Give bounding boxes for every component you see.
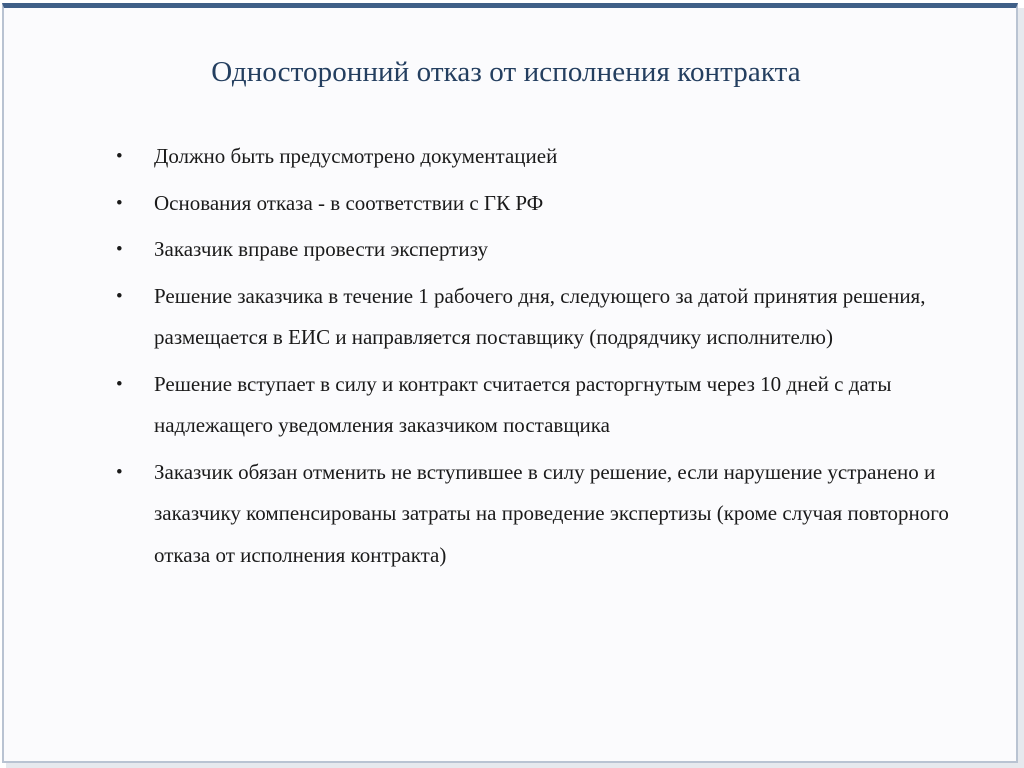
bullet-item [116, 136, 976, 178]
bullet-marker: • [116, 192, 123, 214]
bullet-text: Основания отказа - в соответствии с ГК РФ [154, 190, 544, 215]
bullet-marker: • [116, 239, 123, 260]
bullet-marker: • [116, 373, 123, 395]
bullet-item [116, 183, 976, 225]
bullet-list [116, 136, 976, 581]
bullet-item [116, 364, 976, 447]
bullet-item [116, 276, 976, 359]
bullet-text: Заказчик обязан отменить не вступившее в силу решение, если нарушение устранено и заказчику компенсированы затраты на проведение экспертизы (кроме случая повторного отказа от исполнения контракта) [154, 459, 949, 567]
bullet-text: Решение заказчика в течение 1 рабочего дня, следующего за датой принятия решения, размещается в ЕИС и направляется поставщику (подрядчику исполнителю) [154, 283, 926, 349]
bullet-text: Должно быть предусмотрено документацией [154, 144, 558, 168]
slide-frame [2, 3, 1018, 763]
bullet-text: Решение вступает в силу и контракт считается расторгнутым через 10 дней с даты надлежащего уведомления заказчиком поставщика [154, 371, 892, 437]
bullet-marker: • [116, 285, 123, 307]
slide-title: Односторонний отказ от исполнения контракта [211, 56, 801, 88]
bullet-text: Заказчик вправе провести экспертизу [154, 237, 488, 261]
bullet-marker: • [116, 461, 123, 483]
bullet-marker: • [116, 146, 123, 167]
bullet-item [116, 452, 976, 577]
bullet-item [116, 229, 976, 271]
